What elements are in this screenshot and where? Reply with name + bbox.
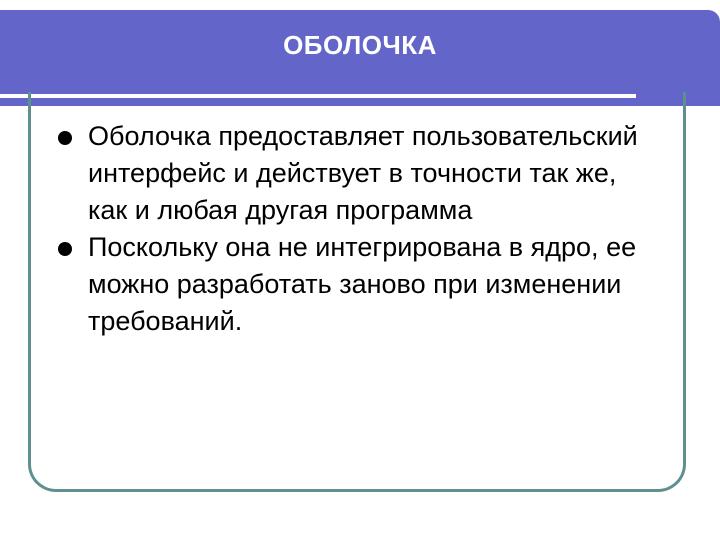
slide-title: ОБОЛОЧКА (283, 30, 437, 60)
bullet-text: Поскольку она не интегрирована в ядро, ее можно разработать заново при изменении требований. (88, 232, 637, 336)
bullet-dot-icon (58, 131, 72, 145)
bullet-dot-icon (58, 242, 72, 256)
bullet-item (58, 118, 658, 229)
bullet-list (58, 118, 658, 340)
bullet-text: Оболочка предоставляет пользовательский интерфейс и действует в точности так же, как и любая другая программа (88, 121, 638, 225)
bullet-item (58, 229, 658, 340)
